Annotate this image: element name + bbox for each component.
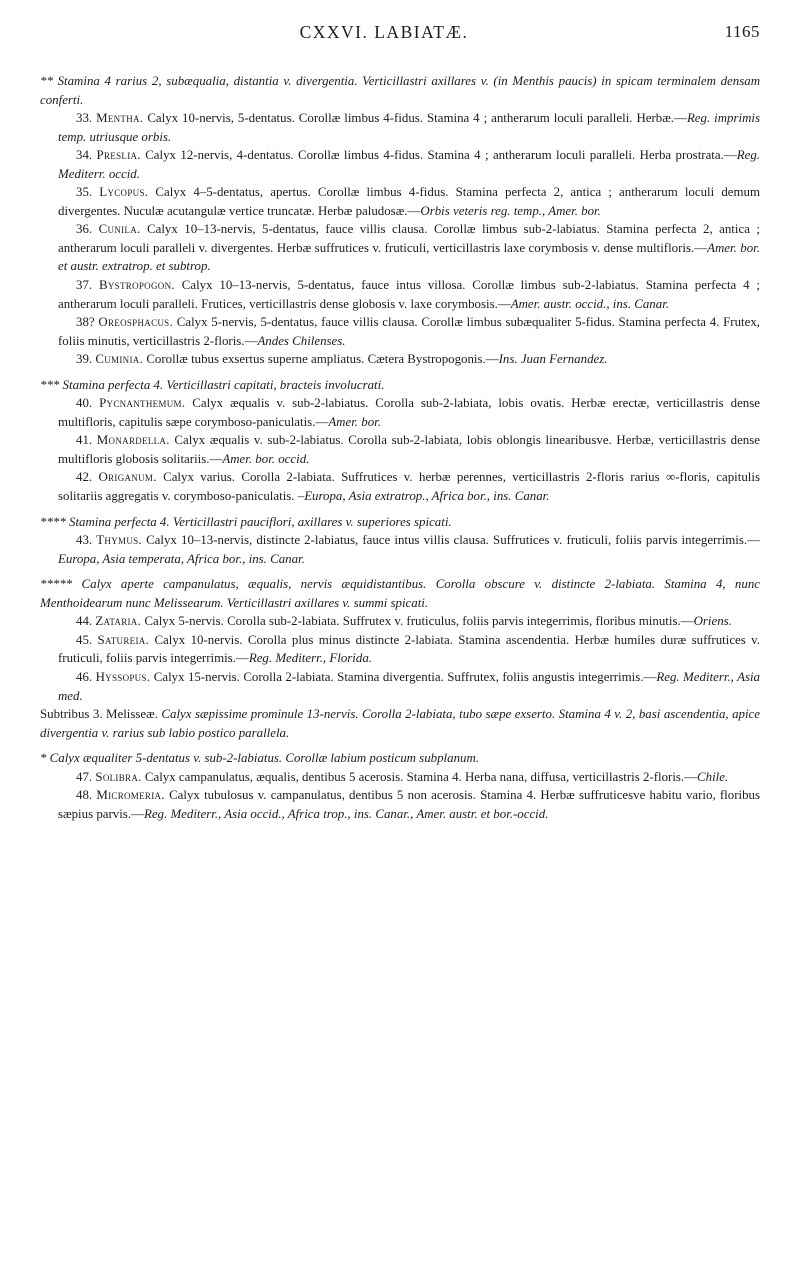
section-heading: *** Stamina perfecta 4. Verticillastri capitati, bracteis involucrati. bbox=[40, 377, 385, 392]
subtribe-description: Calyx sæpissime prominule 13-nervis. Corolla 2-labiata, tubo sæpe exserto. Stamina 4 v. 2, basi ascendentia, apice divergentia v. rarius sub labio postico parallela. bbox=[40, 707, 760, 740]
section-heading: * Calyx æqualiter 5-dentatus v. sub-2-labiatus. Corollæ labium posticum subplanum. bbox=[40, 751, 479, 766]
genus-distribution: Reg. Mediterr., Asia occid., Africa trop., ins. Canar., Amer. austr. et bor.-occid. bbox=[143, 806, 549, 821]
genus-name: Satureia. bbox=[97, 632, 150, 647]
genus-entry: 48. Micromeria. Calyx tubulosus v. campanulatus, dentibus 5 non acerosis. Stamina 4. Herbæ suffruticesve habitu vario, floribus sæpius parvis.—Reg. Mediterr., Asia occid., Africa trop., ins. Canar., Amer. austr. et bor.-occid. bbox=[58, 788, 760, 821]
genus-name: Hyssopus. bbox=[95, 669, 151, 684]
genus-name: Solibra. bbox=[95, 769, 142, 784]
genus-distribution: Europa, Asia extratrop., Africa bor., ins. Canar. bbox=[304, 489, 550, 504]
genus-distribution: Amer. bor. et austr. extratrop. et subtrop. bbox=[58, 240, 760, 274]
subtribe-heading bbox=[40, 705, 760, 742]
genus-entry: 44. Zataria. Calyx 5-nervis. Corolla sub-2-labiata. Suffrutex v. fruticulus, foliis parvis integerrimis, floribus minutis.—Oriens. bbox=[76, 614, 732, 629]
genus-description: Calyx 4–5-dentatus, apertus. Corollæ limbus 4-fidus. Stamina perfecta 2, antica ; antherarum loculi demum divergentes. Nuculæ acutangulæ vertice truncatæ. Herbæ paludosæ.— bbox=[58, 185, 760, 218]
genus-entry: 47. Solibra. Calyx campanulatus, æqualis, dentibus 5 acerosis. Stamina 4. Herba nana, diffusa, verticillastris 2-floris.—Chile. bbox=[76, 769, 729, 784]
genus-description: Calyx 10–13-nervis, 5-dentatus, fauce villis clausa. Corollæ limbus sub-2-labiatus. Stamina perfecta 2, antica ; antherarum loculi paralleli v. divergentes. Herbæ suffrutices v. fruticuli, verticillastris laxe corymbosis v. dense multifloris.— bbox=[58, 222, 760, 255]
genus-name: Thymus. bbox=[96, 533, 142, 548]
section-heading: **** Stamina perfecta 4. Verticillastri pauciflori, axillares v. superiores spicati. bbox=[40, 514, 452, 529]
genus-description: Calyx æqualis v. sub-2-labiatus. Corolla sub-2-labiata, lobis ovatis. Herbæ erectæ, verticillastris dense multifloris, capitulis sæpe corymboso-paniculatis.— bbox=[58, 396, 760, 429]
genus-description: Corollæ tubus exsertus superne ampliatus. Cætera Bystropogonis.— bbox=[146, 352, 499, 367]
genus-entry: 39. Cuminia. Corollæ tubus exsertus superne ampliatus. Cætera Bystropogonis.—Ins. Juan Fernandez. bbox=[76, 352, 608, 367]
genus-description: Calyx varius. Corolla 2-labiata. Suffrutices v. herbæ perennes, verticillastris 2-floris rarius ∞-floris, capitulis solitariis aggregatis v. corymboso-paniculatis. – bbox=[58, 470, 760, 504]
genus-description: Calyx 10–13-nervis, 5-dentatus, fauce intus villosa. Corollæ limbus sub-2-labiatus. Stamina perfecta 4 ; antherarum loculi paralleli. Frutices, verticillastris dense globosis v. laxe corymbosis.— bbox=[58, 278, 760, 311]
genus-name: Origanum. bbox=[98, 470, 157, 485]
genus-entry: 45. Satureia. Calyx 10-nervis. Corolla plus minus distincte 2-labiata. Stamina ascendentia. Herbæ humiles duræ suffrutices v. fruticuli, foliis parvis integerrimis.—Reg. Mediterr., Florida. bbox=[58, 632, 760, 666]
genus-entry: 36. Cunila. Calyx 10–13-nervis, 5-dentatus, fauce villis clausa. Corollæ limbus sub-2-labiatus. Stamina perfecta 2, antica ; antherarum loculi paralleli v. divergentes. Herbæ suffrutices v. fruticuli, verticillastris laxe corymbosis v. dense multifloris.—Amer. bor. et austr. extratrop. et subtrop. bbox=[58, 222, 760, 274]
genus-description: Calyx 5-nervis, 5-dentatus, fauce villis clausa. Corollæ limbus subæqualiter 5-fidus. Stamina perfecta 4. Frutex, foliis minutis, verticillastris 2-floris.— bbox=[58, 315, 760, 348]
genus-entry: 40. Pycnanthemum. Calyx æqualis v. sub-2-labiatus. Corolla sub-2-labiata, lobis ovatis. Herbæ erectæ, verticillastris dense multifloris, capitulis sæpe corymboso-paniculatis.—Amer. bor. bbox=[58, 396, 760, 429]
genus-description: Calyx tubulosus v. campanulatus, dentibus 5 non acerosis. Stamina 4. Herbæ suffruticesve habitu vario, floribus sæpius parvis.— bbox=[58, 788, 760, 821]
genus-description: Calyx 10-nervis, 5-dentatus. Corollæ limbus 4-fidus. Stamina 4 ; antherarum loculi paralleli. Herbæ.— bbox=[147, 111, 687, 126]
genus-name: Lycopus. bbox=[99, 185, 149, 200]
genus-name: Micromeria. bbox=[96, 788, 165, 803]
genus-entry: 34. Preslia. Calyx 12-nervis, 4-dentatus. Corollæ limbus 4-fidus. Stamina 4 ; antherarum loculi paralleli. Herba prostrata.—Reg. Mediterr. occid. bbox=[58, 148, 760, 181]
genus-description: Calyx 5-nervis. Corolla sub-2-labiata. Suffrutex v. fruticulus, foliis parvis integerrimis, floribus minutis.— bbox=[144, 614, 694, 629]
genus-description: Calyx 10-nervis. Corolla plus minus distincte 2-labiata. Stamina ascendentia. Herbæ humiles duræ suffrutices v. fruticuli, foliis parvis integerrimis.— bbox=[58, 632, 760, 666]
genus-entry: 46. Hyssopus. Calyx 15-nervis. Corolla 2-labiata. Stamina divergentia. Suffrutex, foliis angustis integerrimis.—Reg. Mediterr., Asia med. bbox=[58, 669, 761, 703]
genus-name: Zataria. bbox=[95, 614, 142, 629]
main-text bbox=[40, 72, 761, 823]
page-number: 1165 bbox=[724, 22, 760, 41]
genus-entry: 38? Oreosphacus. Calyx 5-nervis, 5-dentatus, fauce villis clausa. Corollæ limbus subæqualiter 5-fidus. Stamina perfecta 4. Frutex, foliis minutis, verticillastris 2-floris.—Andes Chilenses. bbox=[58, 315, 760, 348]
genus-name: Mentha. bbox=[96, 111, 144, 126]
subtribe-label: Subtribus 3. Melisseæ. bbox=[40, 707, 158, 722]
genus-distribution: Europa, Asia temperata, Africa bor., ins. Canar. bbox=[58, 551, 305, 566]
genus-distribution: Reg. Mediterr., Asia med. bbox=[58, 669, 761, 703]
genus-name: Bystropogon. bbox=[98, 278, 175, 293]
section-heading: ***** Calyx aperte campanulatus, æqualis, nervis æquidistantibus. Corolla obscure v. distincte 2-labiata. Stamina 4, nunc Menthoidearum nunc Melissearum. Verticillastri axillares v. summi spicati. bbox=[40, 577, 760, 610]
genus-distribution: Reg. imprimis temp. utriusque orbis. bbox=[58, 111, 760, 144]
genus-distribution: Oriens. bbox=[693, 614, 732, 629]
genus-description: Calyx 12-nervis, 4-dentatus. Corollæ limbus 4-fidus. Stamina 4 ; antherarum loculi paralleli. Herba prostrata.— bbox=[145, 148, 737, 163]
genus-distribution: Reg. Mediterr. occid. bbox=[58, 148, 760, 181]
genus-distribution: Orbis veteris reg. temp., Amer. bor. bbox=[420, 203, 601, 218]
genus-entry: 42. Origanum. Calyx varius. Corolla 2-labiata. Suffrutices v. herbæ perennes, verticillastris 2-floris rarius ∞-floris, capitulis solitariis aggregatis v. corymboso-paniculatis. –Europa, Asia extratrop., Africa bor., ins. Canar. bbox=[58, 470, 760, 504]
genus-name: Cuminia. bbox=[95, 352, 144, 367]
genus-name: Preslia. bbox=[96, 148, 141, 163]
genus-name: Monardella. bbox=[96, 433, 170, 448]
genus-description: Calyx campanulatus, æqualis, dentibus 5 acerosis. Stamina 4. Herba nana, diffusa, verticillastris 2-floris.— bbox=[144, 769, 698, 784]
genus-name: Pycnanthemum. bbox=[99, 396, 186, 411]
genus-description: Calyx 10–13-nervis, distincte 2-labiatus, fauce intus villis clausa. Suffrutices v. fruticuli, foliis parvis integerrimis.— bbox=[146, 533, 760, 548]
genus-distribution: Ins. Juan Fernandez. bbox=[498, 352, 608, 367]
genus-distribution: Chile. bbox=[697, 769, 729, 784]
genus-name: Oreosphacus. bbox=[98, 315, 174, 330]
header-title: CXXVI. LABIATÆ. bbox=[299, 22, 469, 42]
section-heading: ** Stamina 4 rarius 2, subæqualia, distantia v. divergentia. Verticillastri axillares v. (in Menthis paucis) in spicam terminalem densam conferti. bbox=[40, 74, 760, 107]
genus-entry: 41. Monardella. Calyx æqualis v. sub-2-labiatus. Corolla sub-2-labiata, lobis oblongis linearibusve. Herbæ, verticillastris dense multifloris globosis solitariis.—Amer. bor. occid. bbox=[58, 433, 760, 466]
running-header bbox=[58, 22, 760, 48]
genus-entry: 43. Thymus. Calyx 10–13-nervis, distincte 2-labiatus, fauce intus villis clausa. Suffrutices v. fruticuli, foliis parvis integerrimis.—Europa, Asia temperata, Africa bor., ins. Canar. bbox=[58, 533, 760, 566]
genus-distribution: Andes Chilenses. bbox=[257, 333, 346, 348]
genus-distribution: Amer. austr. occid., ins. Canar. bbox=[510, 296, 670, 311]
genus-distribution: Amer. bor. occid. bbox=[222, 451, 310, 466]
genus-distribution: Reg. Mediterr., Florida. bbox=[248, 651, 372, 666]
genus-description: Calyx 15-nervis. Corolla 2-labiata. Stamina divergentia. Suffrutex, foliis angustis integerrimis.— bbox=[153, 669, 657, 684]
genus-description: Calyx æqualis v. sub-2-labiatus. Corolla sub-2-labiata, lobis oblongis linearibusve. Herbæ, verticillastris dense multifloris globosis solitariis.— bbox=[58, 433, 760, 466]
genus-entry: 37. Bystropogon. Calyx 10–13-nervis, 5-dentatus, fauce intus villosa. Corollæ limbus sub-2-labiatus. Stamina perfecta 4 ; antherarum loculi paralleli. Frutices, verticillastris dense globosis v. laxe corymbosis.—Amer. austr. occid., ins. Canar. bbox=[58, 278, 760, 311]
genus-distribution: Amer. bor. bbox=[328, 414, 381, 429]
genus-entry: 33. Mentha. Calyx 10-nervis, 5-dentatus. Corollæ limbus 4-fidus. Stamina 4 ; antherarum loculi paralleli. Herbæ.—Reg. imprimis temp. utriusque orbis. bbox=[58, 111, 760, 144]
genus-name: Cunila. bbox=[98, 222, 141, 237]
genus-entry: 35. Lycopus. Calyx 4–5-dentatus, apertus. Corollæ limbus 4-fidus. Stamina perfecta 2, antica ; antherarum loculi demum divergentes. Nuculæ acutangulæ vertice truncatæ. Herbæ paludosæ.—Orbis veteris reg. temp., Amer. bor. bbox=[58, 185, 760, 218]
